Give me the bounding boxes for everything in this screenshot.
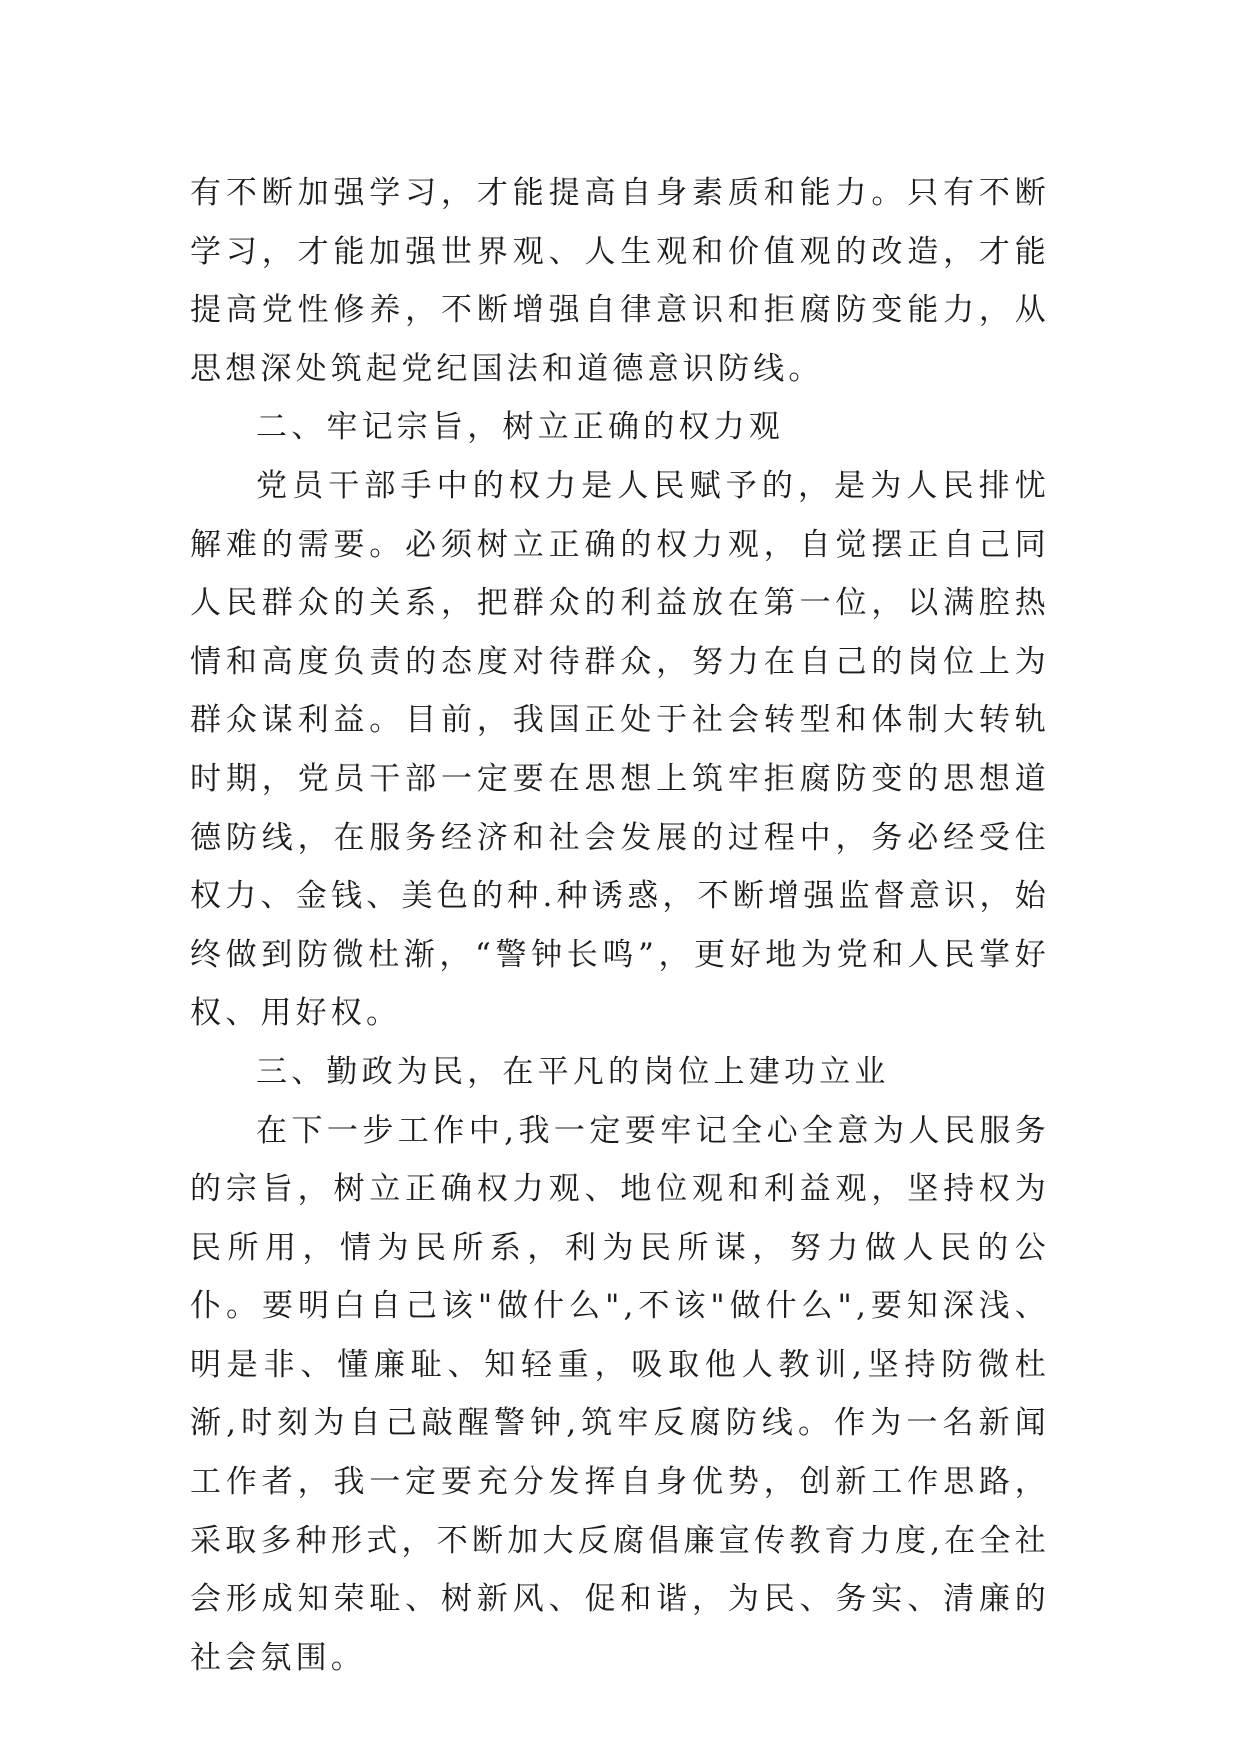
- paragraph-work-plan: 在下一步工作中,我一定要牢记全心全意为人民服务的宗旨，树立正确权力观、地位观和利益观，坚持权为民所用，情为民所系，利为民所谋，努力做人民的公仆。要明白自己该"做什么",不该"做什么",要知深浅、明是非、懂廉耻、知轻重，吸取他人教训,坚持防微杜渐,时刻为自己敲醒警钟,筑牢反腐防线。作为一名新闻工作者，我一定要充分发挥自身优势，创新工作思路，采取多种形式，不断加大反腐倡廉宣传教育力度,在全社会形成知荣耻、树新风、促和谐，为民、务实、清廉的社会氛围。: [190, 1112, 1050, 1676]
- document-body: [190, 164, 1050, 1687]
- paragraph-power-view: 党员干部手中的权力是人民赋予的，是为人民排忧解难的需要。必须树立正确的权力观，自觉摆正自己同人民群众的关系，把群众的利益放在第一位，以满腔热情和高度负责的态度对待群众，努力在自己的岗位上为群众谋利益。目前，我国正处于社会转型和体制大转轨时期，党员干部一定要在思想上筑牢拒腐防变的思想道德防线，在服务经济和社会发展的过程中，务必经受住权力、金钱、美色的种.种诱惑，不断增强监督意识，始终做到防微杜渐，“警钟长鸣”，更好地为党和人民掌好权、用好权。: [190, 467, 1050, 1032]
- section-heading-3: 三、勤政为民，在平凡的岗位上建功立业: [256, 1053, 890, 1090]
- paragraph-continuation: 有不断加强学习，才能提高自身素质和能力。只有不断学习，才能加强世界观、人生观和价值观的改造，才能提高党性修养，不断增强自律意识和拒腐防变能力，从思想深处筑起党纪国法和道德意识防线。: [190, 175, 1050, 387]
- section-heading-2: 二、牢记宗旨，树立正确的权力观: [256, 409, 784, 446]
